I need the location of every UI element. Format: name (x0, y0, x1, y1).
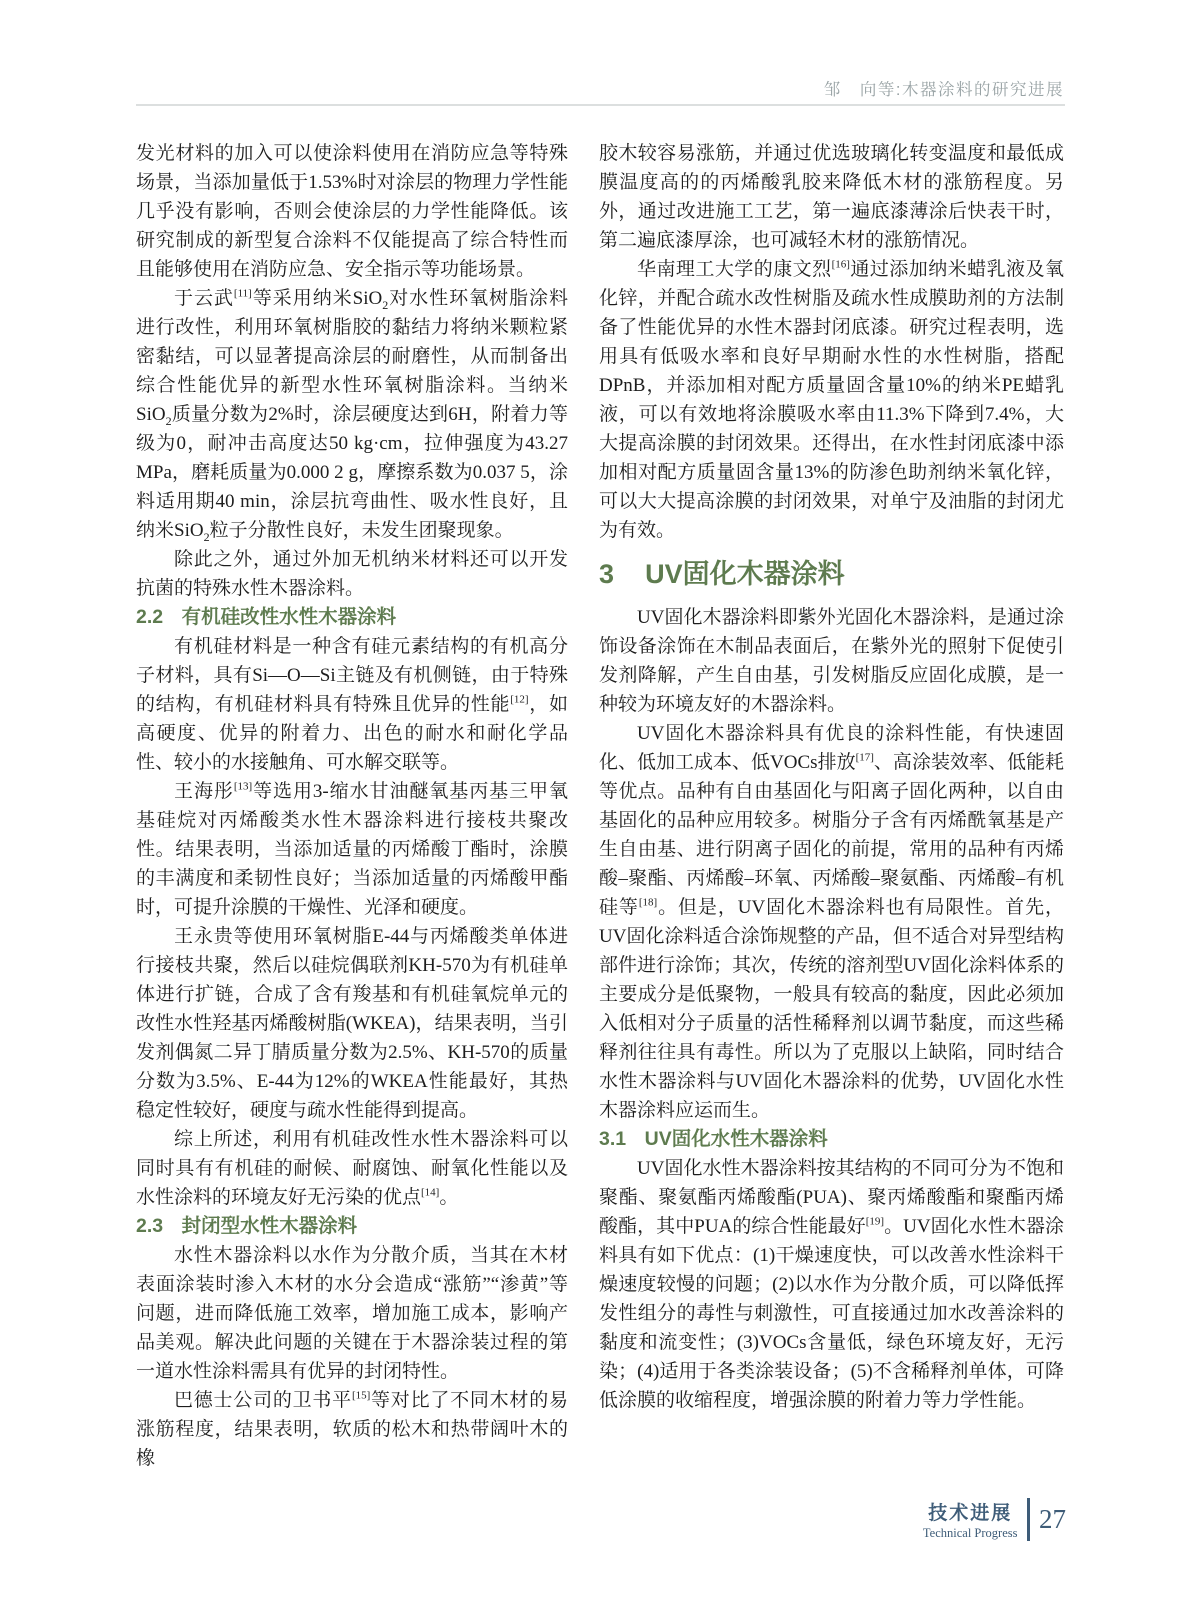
right-column (599, 139, 1064, 1415)
paragraph: 王海彤[13]等选用3-缩水甘油醚氧基丙基三甲氧基硅烷对丙烯酸类水性木器涂料进行接枝共聚改性。结果表明，当添加适量的丙烯酸丁酯时，涂膜的丰满度和柔韧性良好；当添加适量的丙烯酸甲酯时，可提升涂膜的干燥性、光泽和硬度。 (136, 780, 568, 918)
header-rule (136, 104, 1065, 106)
paragraph: 胶木较容易涨筋，并通过优选玻璃化转变温度和最低成膜温度高的的丙烯酸乳胶来降低木材的涨筋程度。另外，通过改进施工工艺，第一遍底漆薄涂后快表干时，第二遍底漆厚涂，也可减轻木材的涨筋情况。 (599, 143, 1064, 251)
paragraph: 发光材料的加入可以使涂料使用在消防应急等特殊场景，当添加量低于1.53%时对涂层的物理力学性能几乎没有影响，否则会使涂层的力学性能降低。该研究制成的新型复合涂料不仅能提高了综合特性而且能够使用在消防应急、安全指示等功能场景。 (136, 143, 568, 280)
heading-number: 2.3 (136, 1215, 164, 1237)
paragraph: 有机硅材料是一种含有硅元素结构的有机高分子材料，具有Si—O—Si主链及有机侧链，由于特殊的结构，有机硅材料具有特殊且优异的性能[12]，如高硬度、优异的附着力、出色的耐水和耐化学品性、较小的水接触角、可水解交联等。 (136, 636, 568, 773)
page-number: 27 (1039, 1504, 1066, 1534)
heading-number: 2.2 (136, 606, 164, 628)
paragraph: UV固化木器涂料具有优良的涂料性能，有快速固化、低加工成本、低VOCs排放[17]、高涂装效率、低能耗等优点。品种有自由基固化与阳离子固化两种，以自由基固化的品种应用较多。树脂分子含有丙烯酰氧基是产生自由基、进行阴离子固化的前提，常用的品种有丙烯酸–聚酯、丙烯酸–环氧、丙烯酸–聚氨酯、丙烯酸–有机硅等[18]。但是，UV固化木器涂料也有局限性。首先，UV固化涂料适合涂饰规整的产品，但不适合对异型结构部件进行涂饰；其次，传统的溶剂型UV固化涂料体系的主要成分是低聚物，一般具有较高的黏度，因此必须加入低相对分子质量的活性稀释剂以调节黏度，而这些稀释剂往往具有毒性。所以为了克服以上缺陷，同时结合水性木器涂料与UV固化木器涂料的优势，UV固化水性木器涂料应运而生。 (599, 723, 1064, 1121)
heading-title: UV固化木器涂料 (645, 559, 845, 589)
footer-section-cn: 技术进展 (928, 1503, 1013, 1524)
heading-number: 3.1 (599, 1128, 627, 1150)
paragraph: 综上所述，利用有机硅改性水性木器涂料可以同时具有有机硅的耐候、耐腐蚀、耐氧化性能以及水性涂料的环境友好无污染的优点[14]。 (136, 1129, 568, 1208)
paragraph: 华南理工大学的康文烈[16]通过添加纳米蜡乳液及氧化锌，并配合疏水改性树脂及疏水性成膜助剂的方法制备了性能优异的水性木器封闭底漆。研究过程表明，选用具有低吸水率和良好早期耐水性的水性树脂，搭配DPnB，并添加相对配方质量固含量10%的纳米PE蜡乳液，可以有效地将涂膜吸水率由11.3%下降到7.4%，大大提高涂膜的封闭效果。还得出，在水性封闭底漆中添加相对配方质量固含量13%的防渗色助剂纳米氧化锌，可以大大提高涂膜的封闭效果，对单宁及油脂的封闭尤为有效。 (599, 258, 1064, 541)
paragraph: 于云武[11]等采用纳米SiO$_2$对水性环氧树脂涂料进行改性，利用环氧树脂胶的黏结力将纳米颗粒紧密黏结，可以显著提高涂层的耐磨性，从而制备出综合性能优异的新型水性环氧树脂涂料。当纳米SiO$_2$质量分数为2%时，涂层硬度达到6H，附着力等级为0，耐冲击高度达50 kg·cm，拉伸强度为43.27 MPa，磨耗质量为0.000 2 g，摩擦系数为0.037 5，涂料适用期40 min，涂层抗弯曲性、吸水性良好，且纳米SiO$_2$粒子分散性良好，未发生团聚现象。 (136, 287, 568, 544)
heading-title: 有机硅改性水性木器涂料 (181, 606, 397, 628)
footer-section-labels (923, 1498, 1027, 1541)
left-column (136, 139, 568, 1473)
page-footer (923, 1498, 1066, 1541)
section-heading-2-3 (136, 1212, 568, 1241)
paragraph: 水性木器涂料以水作为分散介质，当其在木材表面涂装时渗入木材的水分会造成“涨筋”“渗黄”等问题，进而降低施工效率，增加施工成本，影响产品美观。解决此问题的关键在于木器涂装过程的第一道水性涂料需具有优异的封闭特性。 (136, 1245, 568, 1382)
paragraph: 除此之外，通过外加无机纳米材料还可以开发抗菌的特殊水性木器涂料。 (136, 549, 568, 599)
paragraph: 王永贵等使用环氧树脂E-44与丙烯酸类单体进行接枝共聚，然后以硅烷偶联剂KH-570为有机硅单体进行扩链，合成了含有羧基和有机硅氧烷单元的改性水性羟基丙烯酸树脂(WKEA)，结果表明，当引发剂偶氮二异丁腈质量分数为2.5%、KH-570的质量分数为3.5%、E-44为12%的WKEA性能最好，其热稳定性较好，硬度与疏水性能得到提高。 (136, 926, 568, 1121)
section-heading-3 (599, 559, 1064, 590)
running-head: 邹 向等:木器涂料的研究进展 (823, 81, 1064, 99)
paragraph: UV固化水性木器涂料按其结构的不同可分为不饱和聚酯、聚氨酯丙烯酸酯(PUA)、聚丙烯酸酯和聚酯丙烯酸酯，其中PUA的综合性能最好[19]。UV固化水性木器涂料具有如下优点：(1)干燥速度快，可以改善水性涂料干燥速度较慢的问题；(2)以水作为分散介质，可以降低挥发性组分的毒性与刺激性，可直接通过加水改善涂料的黏度和流变性；(3)VOCs含量低，绿色环境友好，无污染；(4)适用于各类涂装设备；(5)不含稀释剂单体，可降低涂膜的收缩程度，增强涂膜的附着力等力学性能。 (599, 1158, 1064, 1411)
footer-section-en: Technical Progress (922, 1526, 1018, 1540)
heading-title: 封闭型水性木器涂料 (181, 1215, 358, 1237)
heading-title: UV固化水性木器涂料 (644, 1128, 828, 1150)
section-heading-2-2 (136, 603, 568, 632)
paragraph: UV固化木器涂料即紫外光固化木器涂料，是通过涂饰设备涂饰在木制品表面后，在紫外光的照射下促使引发剂降解，产生自由基，引发树脂反应固化成膜，是一种较为环境友好的木器涂料。 (599, 607, 1064, 715)
paragraph: 巴德士公司的卫书平[15]等对比了不同木材的易涨筋程度，结果表明，软质的松木和热带阔叶木的橡 (136, 1389, 568, 1469)
section-heading-3-1 (599, 1125, 1064, 1154)
heading-number: 3 (599, 559, 615, 589)
